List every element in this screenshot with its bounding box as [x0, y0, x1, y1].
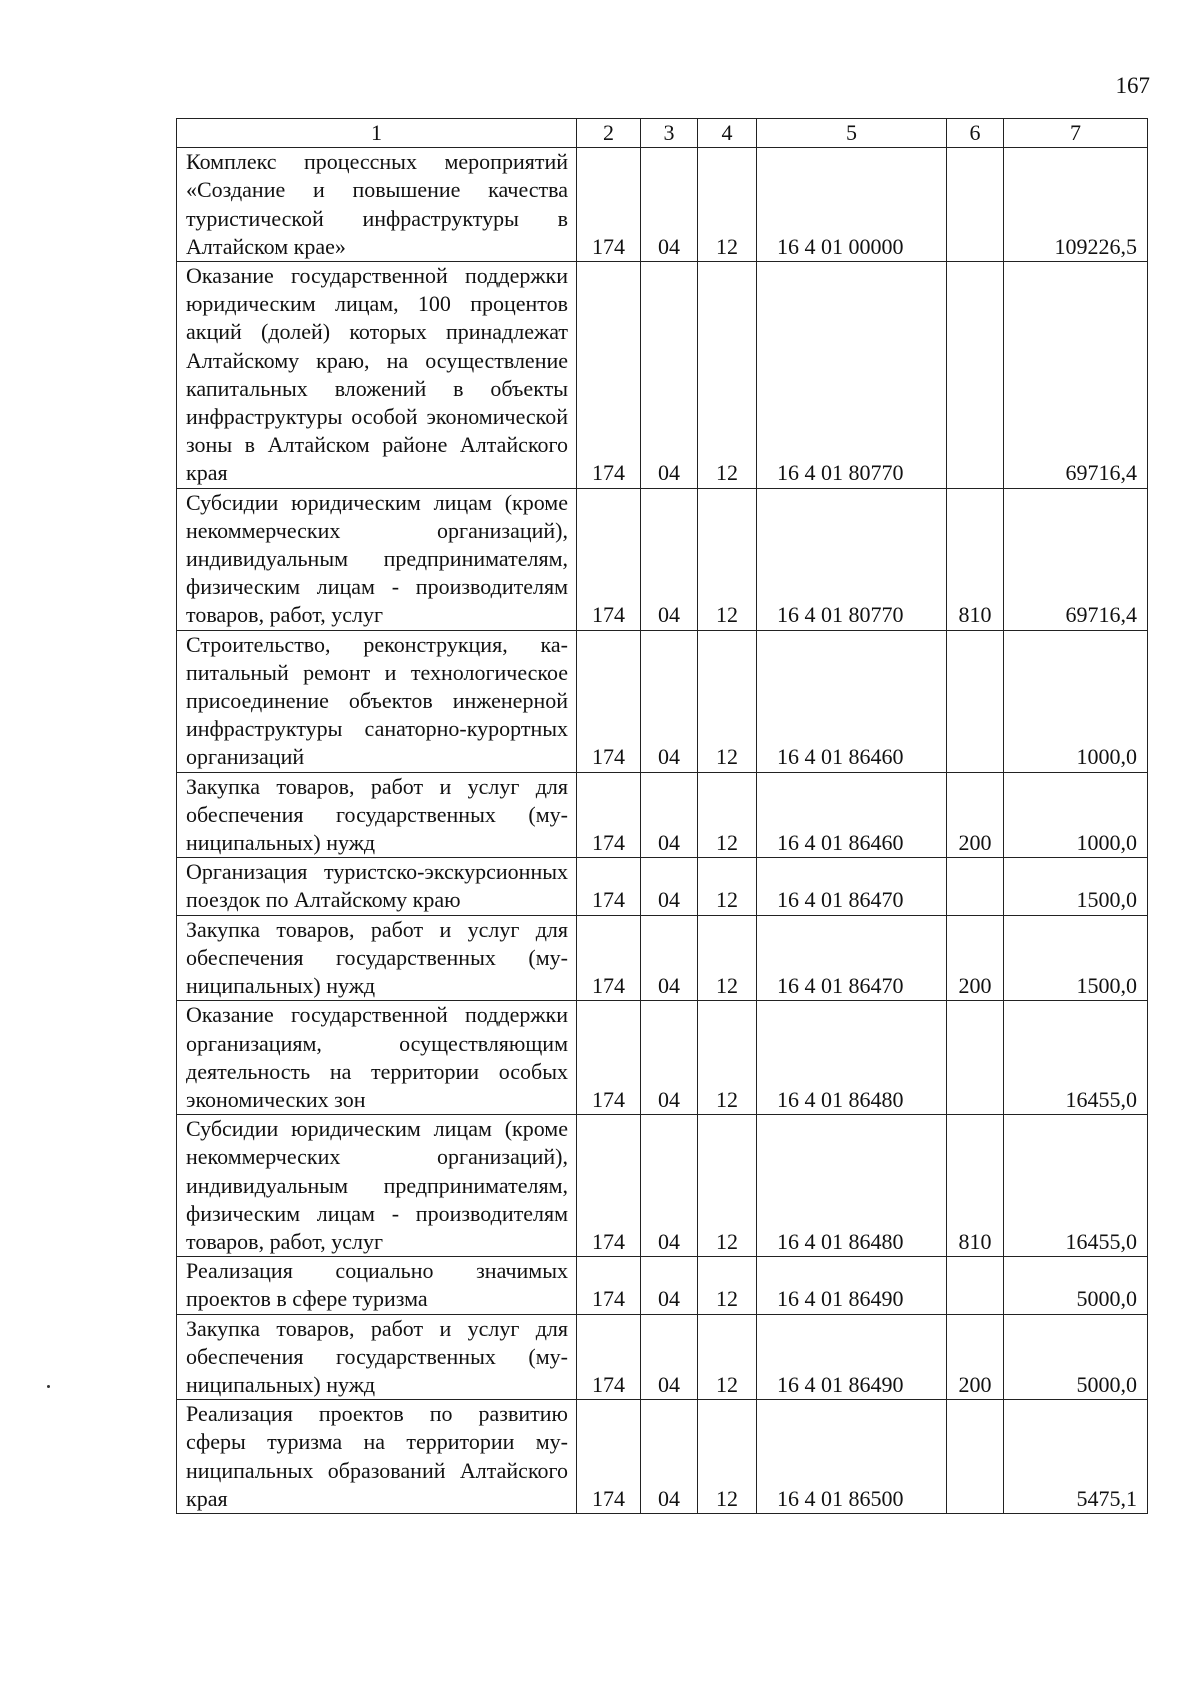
row-amount: 5000,0: [1004, 1314, 1148, 1400]
row-description: Организация туристско-экскурсионных поездок по Алтайскому краю: [177, 858, 577, 915]
row-subsection-code: 12: [698, 1314, 757, 1400]
table-row: [177, 915, 1148, 1001]
row-target-article: 16 4 01 86460: [757, 630, 947, 772]
row-amount: 69716,4: [1004, 262, 1148, 489]
column-header-6: 6: [947, 119, 1004, 148]
table-row: [177, 148, 1148, 262]
row-ministry-code: 174: [577, 1001, 641, 1115]
row-target-article: 16 4 01 86470: [757, 915, 947, 1001]
row-section-code: 04: [641, 772, 698, 858]
row-section-code: 04: [641, 488, 698, 630]
row-amount: 16455,0: [1004, 1115, 1148, 1257]
row-section-code: 04: [641, 1314, 698, 1400]
row-amount: 1000,0: [1004, 772, 1148, 858]
row-description: Комплекс процессных мероприятий «Создание и повышение качества туристической инфраструктуры в Алтайском крае»: [177, 148, 577, 262]
row-expense-type: [947, 1400, 1004, 1514]
row-target-article: 16 4 01 86500: [757, 1400, 947, 1514]
row-expense-type: [947, 630, 1004, 772]
row-target-article: 16 4 01 86480: [757, 1001, 947, 1115]
column-header-5: 5: [757, 119, 947, 148]
table-row: [177, 1001, 1148, 1115]
row-section-code: 04: [641, 1115, 698, 1257]
scan-speck: [47, 1385, 50, 1388]
row-expense-type: 200: [947, 772, 1004, 858]
row-subsection-code: 12: [698, 262, 757, 489]
row-expense-type: [947, 262, 1004, 489]
row-ministry-code: 174: [577, 858, 641, 915]
row-amount: 1500,0: [1004, 915, 1148, 1001]
row-ministry-code: 174: [577, 1400, 641, 1514]
row-amount: 5000,0: [1004, 1257, 1148, 1314]
row-subsection-code: 12: [698, 1001, 757, 1115]
row-target-article: 16 4 01 00000: [757, 148, 947, 262]
table-row: [177, 772, 1148, 858]
row-amount: 69716,4: [1004, 488, 1148, 630]
row-ministry-code: 174: [577, 915, 641, 1001]
row-description: Реализация социально значимых проектов в сфере туризма: [177, 1257, 577, 1314]
row-ministry-code: 174: [577, 262, 641, 489]
row-amount: 5475,1: [1004, 1400, 1148, 1514]
row-description: Субсидии юридическим лицам (кроме некоммерческих организаций), индивидуальным предпринимателям, физическим лицам - производителям товаров, работ, услуг: [177, 1115, 577, 1257]
row-section-code: 04: [641, 1400, 698, 1514]
row-subsection-code: 12: [698, 630, 757, 772]
column-header-3: 3: [641, 119, 698, 148]
row-subsection-code: 12: [698, 1257, 757, 1314]
row-description: Оказание государственной поддержки организациям, осуществляющим деятельность на территории особых экономических зон: [177, 1001, 577, 1115]
budget-table: [176, 118, 1148, 1514]
row-expense-type: [947, 148, 1004, 262]
table-row: [177, 1400, 1148, 1514]
row-description: Оказание государственной поддержки юридическим лицам, 100 процентов акций (долей) которых принадлежат Алтайскому краю, на осуществление капитальных вложений в объекты инфраструктуры особой экономической зоны в Алтайском районе Алтайского края: [177, 262, 577, 489]
row-target-article: 16 4 01 80770: [757, 488, 947, 630]
table-row: [177, 1257, 1148, 1314]
column-header-1: 1: [177, 119, 577, 148]
row-ministry-code: 174: [577, 488, 641, 630]
row-target-article: 16 4 01 86470: [757, 858, 947, 915]
row-target-article: 16 4 01 86490: [757, 1257, 947, 1314]
row-subsection-code: 12: [698, 858, 757, 915]
row-section-code: 04: [641, 915, 698, 1001]
row-description: Закупка товаров, работ и услуг для обеспечения государственных (муниципальных) нужд: [177, 1314, 577, 1400]
table-row: [177, 1115, 1148, 1257]
row-expense-type: 200: [947, 915, 1004, 1001]
row-subsection-code: 12: [698, 488, 757, 630]
row-section-code: 04: [641, 1257, 698, 1314]
row-ministry-code: 174: [577, 1314, 641, 1400]
row-expense-type: 200: [947, 1314, 1004, 1400]
row-section-code: 04: [641, 858, 698, 915]
row-subsection-code: 12: [698, 148, 757, 262]
row-target-article: 16 4 01 86490: [757, 1314, 947, 1400]
row-subsection-code: 12: [698, 1400, 757, 1514]
row-section-code: 04: [641, 1001, 698, 1115]
row-description: Закупка товаров, работ и услуг для обеспечения государственных (муниципальных) нужд: [177, 915, 577, 1001]
table-row: [177, 630, 1148, 772]
column-header-2: 2: [577, 119, 641, 148]
row-subsection-code: 12: [698, 772, 757, 858]
column-header-7: 7: [1004, 119, 1148, 148]
row-expense-type: [947, 1257, 1004, 1314]
header-row: [177, 119, 1148, 148]
row-ministry-code: 174: [577, 1257, 641, 1314]
row-expense-type: [947, 858, 1004, 915]
row-amount: 16455,0: [1004, 1001, 1148, 1115]
row-description: Субсидии юридическим лицам (кроме некоммерческих организаций), индивидуальным предпринимателям, физическим лицам - производителям товаров, работ, услуг: [177, 488, 577, 630]
table-header: [177, 119, 1148, 148]
table-row: [177, 262, 1148, 489]
row-amount: 1000,0: [1004, 630, 1148, 772]
row-ministry-code: 174: [577, 148, 641, 262]
row-amount: 109226,5: [1004, 148, 1148, 262]
row-section-code: 04: [641, 148, 698, 262]
table-row: [177, 488, 1148, 630]
row-target-article: 16 4 01 86460: [757, 772, 947, 858]
row-expense-type: 810: [947, 1115, 1004, 1257]
row-amount: 1500,0: [1004, 858, 1148, 915]
row-target-article: 16 4 01 80770: [757, 262, 947, 489]
row-subsection-code: 12: [698, 1115, 757, 1257]
table-row: [177, 858, 1148, 915]
table-body: [177, 148, 1148, 1514]
page-number: 167: [1115, 73, 1150, 98]
row-description: Строительство, реконструкция, капитальный ремонт и технологическое присоединение объектов инженерной инфраструктуры санаторно-курортных организаций: [177, 630, 577, 772]
column-header-4: 4: [698, 119, 757, 148]
row-section-code: 04: [641, 262, 698, 489]
table-row: [177, 1314, 1148, 1400]
row-subsection-code: 12: [698, 915, 757, 1001]
row-ministry-code: 174: [577, 630, 641, 772]
row-ministry-code: 174: [577, 772, 641, 858]
row-section-code: 04: [641, 630, 698, 772]
row-expense-type: 810: [947, 488, 1004, 630]
row-expense-type: [947, 1001, 1004, 1115]
row-target-article: 16 4 01 86480: [757, 1115, 947, 1257]
row-ministry-code: 174: [577, 1115, 641, 1257]
row-description: Реализация проектов по развитию сферы туризма на территории муниципальных образований Алтайского края: [177, 1400, 577, 1514]
row-description: Закупка товаров, работ и услуг для обеспечения государственных (муниципальных) нужд: [177, 772, 577, 858]
